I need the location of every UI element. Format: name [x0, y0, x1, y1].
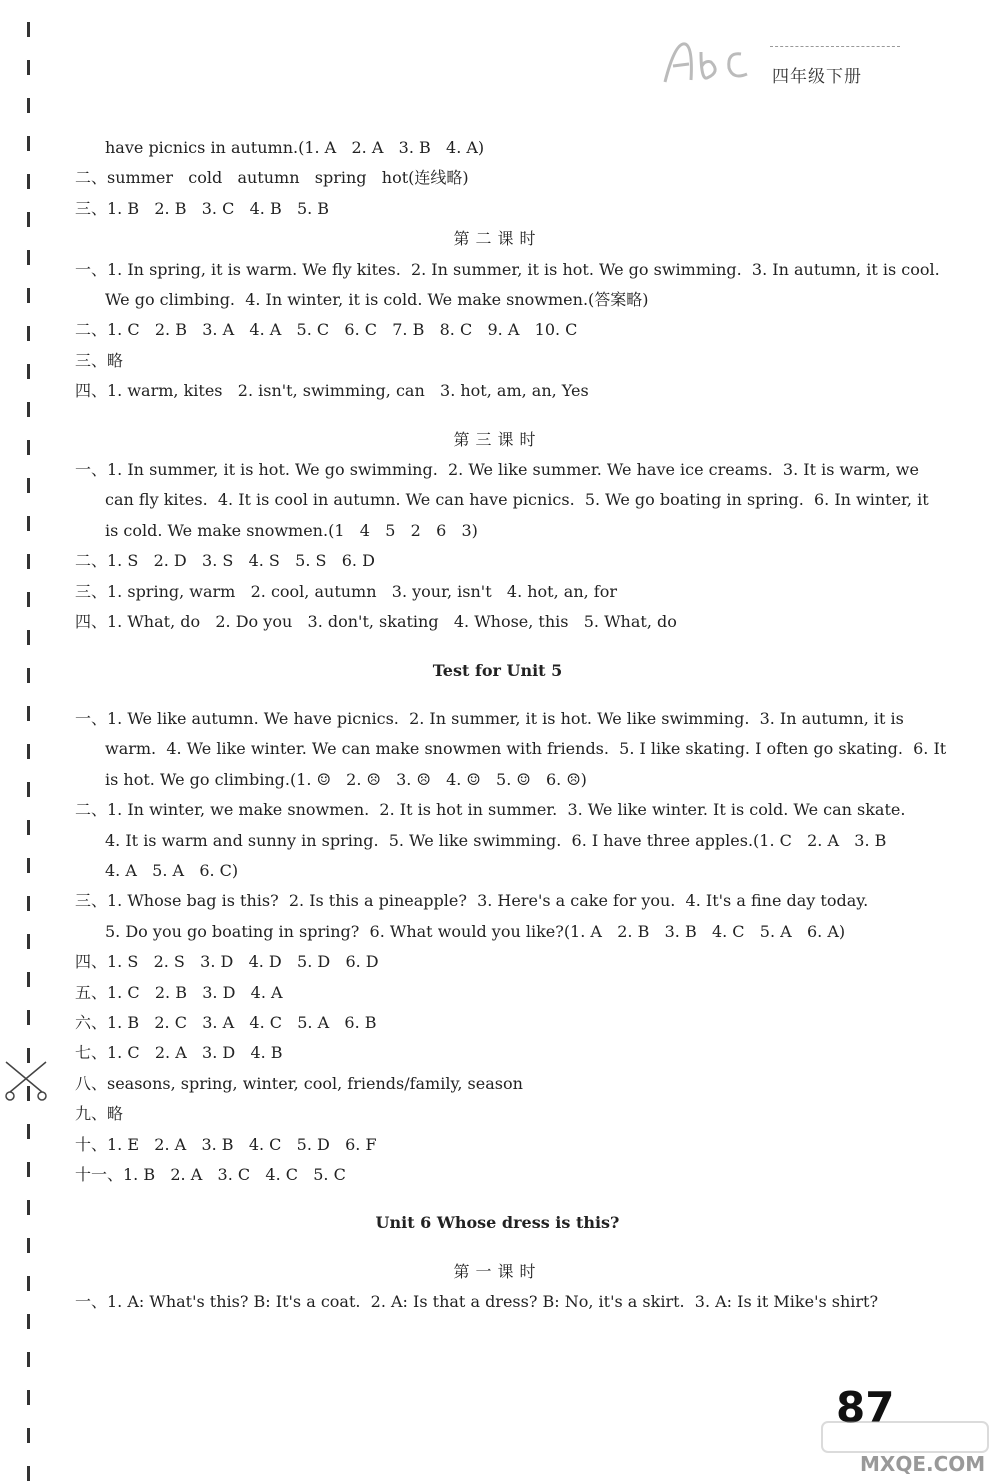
binding-dash: [27, 1238, 30, 1253]
text-line: 十、1. E 2. A 3. B 4. C 5. D 6. F: [75, 1134, 377, 1154]
abc-logo-icon: [655, 32, 765, 92]
binding-dash: [27, 896, 30, 911]
text-line: is hot. We go climbing.(1. ☺ 2. ☹ 3. ☹ 4. ☺ 5. ☺ 6. ☹): [105, 769, 587, 789]
binding-dash: [27, 592, 30, 607]
lesson-heading: 第一课时: [453, 1261, 542, 1281]
binding-dash: [27, 1314, 30, 1329]
spacer: [75, 1190, 920, 1208]
text-line: is cold. We make snowmen.(1 4 5 2 6 3): [105, 520, 478, 540]
text-line: 4. It is warm and sunny in spring. 5. We like swimming. 6. I have three apples.(1. C 2. A 3. B: [105, 830, 887, 850]
binding-dash: [27, 782, 30, 797]
text-line: 一、1. In summer, it is hot. We go swimming. 2. We like summer. We have ice creams. 3. It is warm, we: [75, 460, 919, 480]
binding-dash: [27, 630, 30, 645]
text-line: 八、seasons, spring, winter, cool, friends/family, season: [75, 1073, 523, 1093]
binding-dash: [27, 60, 30, 75]
binding-dash: [27, 858, 30, 873]
binding-dash: [27, 288, 30, 303]
spacer: [75, 1239, 920, 1257]
spacer: [75, 638, 920, 656]
text-line: 5. Do you go boating in spring? 6. What would you like?(1. A 2. B 3. B 4. C 5. A 6. A): [105, 921, 846, 941]
text-line: 一、1. In spring, it is warm. We fly kites. 2. In summer, it is hot. We go swimming. 3. In autumn, it is cool.: [75, 259, 940, 279]
text-line: 四、1. What, do 2. Do you 3. don't, skating 4. Whose, this 5. What, do: [75, 612, 677, 632]
binding-dash: [27, 440, 30, 455]
lesson-heading: 第二课时: [453, 229, 542, 249]
binding-dash: [27, 668, 30, 683]
binding-dash: [27, 706, 30, 721]
binding-dash: [27, 136, 30, 151]
text-line: 二、1. In winter, we make snowmen. 2. It is hot in summer. 3. We like winter. It is cold. We can skate.: [75, 800, 906, 820]
binding-dash: [27, 22, 30, 37]
binding-dash: [27, 972, 30, 987]
binding-dash: [27, 98, 30, 113]
text-line: can fly kites. 4. It is cool in autumn. We can have picnics. 5. We go boating in spring. 6. In winter, it: [105, 490, 929, 510]
binding-dash: [27, 820, 30, 835]
text-line: warm. 4. We like winter. We can make snowmen with friends. 5. I like skating. I often go skating. 6. It: [105, 739, 947, 759]
binding-dash: [27, 1276, 30, 1291]
grade-label: 四年级下册: [772, 67, 862, 87]
binding-dash: [27, 1162, 30, 1177]
text-line: have picnics in autumn.(1. A 2. A 3. B 4. A): [105, 138, 485, 157]
text-line: 十一、1. B 2. A 3. C 4. C 5. C: [75, 1165, 346, 1184]
binding-dash: [27, 402, 30, 417]
page-number: 87: [836, 1383, 895, 1432]
binding-dash: [27, 478, 30, 493]
text-line: We go climbing. 4. In winter, it is cold. We make snowmen.(答案略): [105, 290, 649, 310]
test-heading: Test for Unit 5: [432, 660, 563, 680]
binding-dash: [27, 1428, 30, 1443]
binding-dash: [27, 174, 30, 189]
watermark-text: MXQE.COM: [860, 1452, 986, 1476]
text-line: 九、略: [75, 1104, 124, 1124]
binding-dash: [27, 326, 30, 341]
text-line: 三、1. Whose bag is this? 2. Is this a pineapple? 3. Here's a cake for you. 4. It's a fine day today.: [75, 891, 869, 911]
lesson-heading: 第三课时: [453, 429, 542, 449]
text-line: 七、1. C 2. A 3. D 4. B: [75, 1043, 283, 1063]
text-line: 三、1. spring, warm 2. cool, autumn 3. your, isn't 4. hot, an, for: [75, 581, 618, 601]
binding-dash: [27, 1390, 30, 1405]
text-line: 五、1. C 2. B 3. D 4. A: [75, 982, 283, 1002]
spacer: [75, 686, 920, 704]
binding-dash: [27, 554, 30, 569]
binding-dash: [27, 516, 30, 531]
text-line: 二、1. C 2. B 3. A 4. A 5. C 6. C 7. B 8. C 9. A 10. C: [75, 320, 578, 340]
text-line: 六、1. B 2. C 3. A 4. C 5. A 6. B: [75, 1012, 377, 1032]
text-line: 二、summer cold autumn spring hot(连线略): [75, 168, 469, 188]
binding-dash: [27, 1200, 30, 1215]
binding-dash: [27, 744, 30, 759]
binding-dash: [27, 1352, 30, 1367]
text-line: 二、1. S 2. D 3. S 4. S 5. S 6. D: [75, 551, 375, 571]
header-rule: [770, 46, 900, 47]
binding-dash: [27, 250, 30, 265]
answer-content: [75, 133, 947, 1318]
text-line: 四、1. S 2. S 3. D 4. D 5. D 6. D: [75, 952, 379, 972]
spacer: [75, 407, 920, 425]
binding-dash: [27, 212, 30, 227]
text-line: 四、1. warm, kites 2. isn't, swimming, can 3. hot, am, an, Yes: [75, 381, 589, 401]
binding-dash: [27, 364, 30, 379]
binding-dash: [27, 1010, 30, 1025]
binding-dash: [27, 934, 30, 949]
text-line: 一、1. A: What's this? B: It's a coat. 2. A: Is that a dress? B: No, it's a skirt. 3. A: Is it Mike's shirt?: [75, 1292, 879, 1312]
binding-dash: [27, 1124, 30, 1139]
text-line: 三、略: [75, 350, 124, 370]
text-line: 三、1. B 2. B 3. C 4. B 5. B: [75, 198, 330, 218]
unit-heading: Unit 6 Whose dress is this?: [375, 1213, 620, 1233]
scissors-icon: [2, 1058, 50, 1102]
text-line: 4. A 5. A 6. C): [105, 860, 239, 880]
text-line: 一、1. We like autumn. We have picnics. 2. In summer, it is hot. We like swimming. 3. In autumn, it is: [75, 708, 904, 728]
